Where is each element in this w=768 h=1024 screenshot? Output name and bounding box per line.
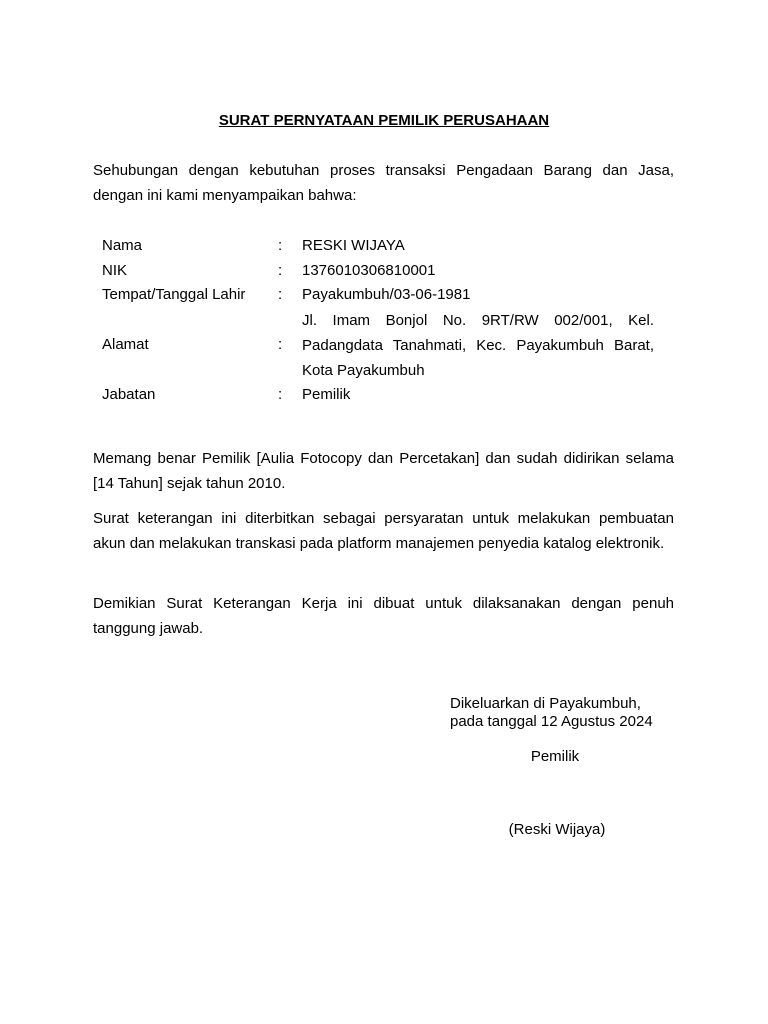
field-row-nama (0, 233, 768, 258)
field-value: Payakumbuh/03-06-1981 (302, 286, 471, 303)
field-row-jabatan (0, 382, 768, 407)
field-row-nik (0, 258, 768, 283)
field-separator: : (278, 386, 283, 403)
field-separator: : (278, 262, 283, 279)
purpose-paragraph: Surat keterangan ini diterbitkan sebagai persyaratan untuk melakukan pembuatan akun dan melakukan transkasi pada platform manajemen penyedia katalog elektronik. (93, 510, 674, 552)
field-label: Jabatan (102, 386, 156, 403)
signatory-name: (Reski Wijaya) (508, 821, 606, 838)
address-value: Jl. Imam Bonjol No. 9RT/RW 002/001, Kel. Padangdata Tanahmati, Kec. Payakumbuh Barat, Kota Payakumbuh (302, 312, 654, 379)
field-label: NIK (102, 262, 128, 279)
field-label: Tempat/Tanggal Lahir (102, 286, 246, 303)
field-label: Alamat (102, 336, 149, 353)
field-value: 1376010306810001 (302, 262, 436, 279)
statement-paragraph: Memang benar Pemilik [Aulia Fotocopy dan Percetakan] dan sudah didirikan selama [14 Tahun] sejak tahun 2010. (93, 450, 674, 492)
field-row-birth (0, 282, 768, 307)
field-label: Nama (102, 237, 143, 254)
issued-place: Dikeluarkan di Payakumbuh, (450, 695, 641, 712)
intro-paragraph: Sehubungan dengan kebutuhan proses transaksi Pengadaan Barang dan Jasa, dengan ini kami menyampaikan bahwa: (93, 162, 674, 204)
document-title: SURAT PERNYATAAN PEMILIK PERUSAHAAN (218, 112, 550, 129)
issued-date: pada tanggal 12 Agustus 2024 (450, 713, 653, 730)
field-value: RESKI WIJAYA (302, 237, 405, 254)
field-separator: : (278, 336, 283, 353)
field-separator: : (278, 286, 283, 303)
closing-paragraph: Demikian Surat Keterangan Kerja ini dibuat untuk dilaksanakan dengan penuh tanggung jawab. (93, 595, 674, 637)
signatory-role: Pemilik (530, 748, 580, 765)
field-value: Pemilik (302, 386, 351, 403)
field-separator: : (278, 237, 283, 254)
